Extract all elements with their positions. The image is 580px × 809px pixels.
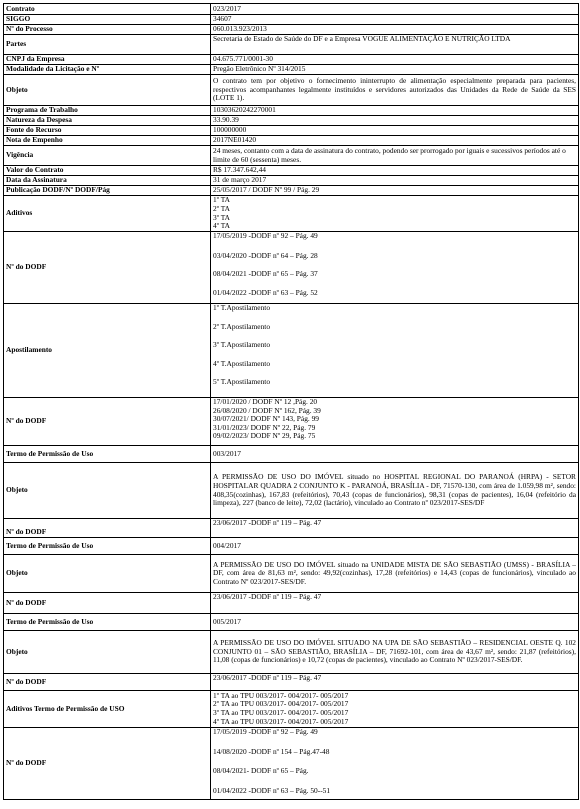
list-item: 30/07/2021/ DODF Nº 143, Pág. 99 bbox=[213, 414, 319, 424]
list-item: 01/04/2022 -DODF nº 63 – Pág. 52 bbox=[213, 287, 318, 297]
list-item: 17/05/2019 -DODF nº 92 – Pág. 49 bbox=[213, 727, 318, 736]
row-value: A PERMISSÃO DE USO DO IMÓVEL situado na UNIDADE MISTA DE SÃO SEBASTIÃO (UMSS) - BRASÍLIA – DF, com área de 81,63 m², sendo: 49,92(cozinhas), 17,28 (refeitórios) e 14,43 (copas de funcionários), vinculado ao Contrato Nº 023/2017-SES/DF. bbox=[211, 555, 579, 593]
list-item: 14/08/2020 -DODF nº 154 – Pág.47-48 bbox=[213, 746, 330, 756]
list-item: 1º TA bbox=[213, 195, 230, 205]
list-item: 03/04/2020 -DODF nº 64 – Pág. 28 bbox=[213, 250, 318, 260]
row-label: Modalidade da Licitação e Nº bbox=[4, 65, 211, 75]
row-label: Nº do DODF bbox=[4, 519, 211, 538]
dodf-aditivos-list bbox=[211, 232, 579, 304]
apostilamento-list bbox=[211, 304, 579, 398]
list-item: 3º TA bbox=[213, 212, 230, 222]
row-label: CNPJ da Empresa bbox=[4, 55, 211, 65]
list-item: 26/08/2020 / DODF Nº 162, Pág. 39 bbox=[213, 405, 321, 415]
list-item: 4º TA bbox=[213, 221, 230, 231]
row-label: Objeto bbox=[4, 555, 211, 593]
row-value: 023/2017 bbox=[211, 4, 579, 15]
row-value: 33.90.39 bbox=[211, 116, 579, 126]
row-value: 31 de março 2017 bbox=[211, 176, 579, 186]
row-label: Nº do DODF bbox=[4, 728, 211, 800]
row-label: Nº do Processo bbox=[4, 25, 211, 35]
contract-table bbox=[3, 3, 579, 800]
row-label: Termo de Permissão de Uso bbox=[4, 538, 211, 555]
row-label: Data da Assinatura bbox=[4, 176, 211, 186]
aditivos-list bbox=[211, 196, 579, 232]
row-label: Nº do DODF bbox=[4, 232, 211, 304]
row-label: Aditivos bbox=[4, 196, 211, 232]
row-label: Objeto bbox=[4, 631, 211, 674]
row-value: 10303620242270001 bbox=[211, 106, 579, 116]
row-label: Fonte do Recurso bbox=[4, 126, 211, 136]
row-value: 04.675.771/0001-30 bbox=[211, 55, 579, 65]
row-label: Contrato bbox=[4, 4, 211, 15]
row-label: Natureza da Despesa bbox=[4, 116, 211, 126]
row-value: 23/06/2017 -DODF nº 119 – Pág. 47 bbox=[211, 593, 579, 614]
row-value: 34607 bbox=[211, 15, 579, 25]
row-label: Nº do DODF bbox=[4, 674, 211, 691]
row-label: Termo de Permissão de Uso bbox=[4, 446, 211, 463]
row-value: Pregão Eletrônico Nº 314/2015 bbox=[211, 65, 579, 75]
row-value: R$ 17.347.642,44 bbox=[211, 166, 579, 176]
row-value: 24 meses, contanto com a data de assinatura do contrato, podendo ser prorrogado por iguais e sucessivos períodos até o limite de 60 (sessenta) meses. bbox=[211, 146, 579, 166]
row-label: Valor do Contrato bbox=[4, 166, 211, 176]
dodf-apostilamento-list bbox=[211, 398, 579, 446]
row-value: A PERMISSÃO DE USO DO IMÓVEL situado no HOSPITAL REGIONAL DO PARANOÁ (HRPA) - SETOR HOSPITALAR QUADRA 2 CONJUNTO K - PARANOÁ, BRASÍLIA - DF, 71570-130, com área de 1.059,98 m², sendo: 408,35(cozinhas), 167,83 (refeitórios), 70,43 (copas de funcionários), 98,31 (copas de pacientes), 16,04 (refeitório da limpeza), 227 (banco de leite), 72,02 (lactário), vinculado ao Contrato nº 023/2017-SES/DF bbox=[211, 463, 579, 519]
row-label: Publicação DODF/Nº DODF/Pág bbox=[4, 186, 211, 196]
list-item: 08/04/2021 -DODF nº 65 – Pág. 37 bbox=[213, 269, 318, 279]
list-item: 17/01/2020 / DODF Nº 12 ,Pág. 20 bbox=[213, 397, 318, 406]
row-value: O contrato tem por objetivo o fornecimento ininterrupto de alimentação especialmente preparada para pacientes, respectivos acompanhantes legalmente instituídos e servidores autorizados das Unidades da Rede de Saúde da SES (LOTE 1). bbox=[211, 75, 579, 106]
row-label: Apostilamento bbox=[4, 304, 211, 398]
row-value: 23/06/2017 -DODF nº 119 – Pág. 47 bbox=[211, 674, 579, 691]
row-label: Nº do DODF bbox=[4, 593, 211, 614]
row-label: Objeto bbox=[4, 463, 211, 519]
row-value: 100000000 bbox=[211, 126, 579, 136]
list-item: 01/04/2022 -DODF nº 63 – Pág. 50--51 bbox=[213, 785, 331, 795]
row-label: Vigência bbox=[4, 146, 211, 166]
dodf-aditivos-tpu-list bbox=[211, 728, 579, 800]
row-value: 003/2017 bbox=[211, 446, 579, 463]
list-item: 3º T.Apostilamento bbox=[213, 340, 271, 350]
row-value: 25/05/2017 / DODF Nº 99 / Pág. 29 bbox=[211, 186, 579, 196]
list-item: 1º TA ao TPU 003/2017- 004/2017- 005/2017 bbox=[213, 690, 349, 700]
row-value: Secretaria de Estado de Saúde do DF e a Empresa VOGUE ALIMENTAÇÃO E NUTRIÇÃO LTDA bbox=[211, 35, 579, 55]
row-value: 005/2017 bbox=[211, 614, 579, 631]
row-value: 004/2017 bbox=[211, 538, 579, 555]
list-item: 17/05/2019 -DODF nº 92 – Pág. 49 bbox=[213, 231, 318, 240]
list-item: 08/04/2021- DODF nº 65 – Pág. bbox=[213, 766, 309, 776]
row-label: Partes bbox=[4, 35, 211, 55]
row-label: Termo de Permissão de Uso bbox=[4, 614, 211, 631]
row-value: 2017NE01420 bbox=[211, 136, 579, 146]
row-label: Programa de Trabalho bbox=[4, 106, 211, 116]
row-value: 060.013.923/2013 bbox=[211, 25, 579, 35]
row-label: SIGGO bbox=[4, 15, 211, 25]
list-item: 5º T.Apostilamento bbox=[213, 377, 271, 387]
list-item: 2º TA bbox=[213, 203, 230, 213]
row-label: Objeto bbox=[4, 75, 211, 106]
list-item: 09/02/2023/ DODF Nº 29, Pág. 75 bbox=[213, 431, 316, 441]
list-item: 2º T.Apostilamento bbox=[213, 321, 271, 331]
list-item: 4º TA ao TPU 003/2017- 004/2017- 005/2017 bbox=[213, 716, 349, 726]
row-value: 23/06/2017 -DODF nº 119 – Pág. 47 bbox=[211, 519, 579, 538]
row-label: Aditivos Termo de Permissão de USO bbox=[4, 691, 211, 728]
aditivos-tpu-list bbox=[211, 691, 579, 728]
list-item: 4º T.Apostilamento bbox=[213, 358, 271, 368]
list-item: 31/01/2023/ DODF Nº 22, Pág. 79 bbox=[213, 422, 316, 432]
list-item: 3º TA ao TPU 003/2017- 004/2017- 005/2017 bbox=[213, 708, 349, 717]
row-value: A PERMISSÃO DE USO DO IMÓVEL SITUADO NA UPA DE SÃO SEBASTIÃO – RESIDENCIAL OESTE Q. 102 CONJUNTO 01 – SÃO SEBASTIÃO, BRASÍLIA – DF, 71692-101, com área de 43,67 m², sendo: 21,87 (refeitórios), 11,08 (copas de funcionários) e 10,72 (copas de pacientes), vinculado ao Contrato Nº 023/2017-SES/DF. bbox=[211, 631, 579, 674]
row-label: Nota de Empenho bbox=[4, 136, 211, 146]
list-item: 2º TA ao TPU 003/2017- 004/2017- 005/2017 bbox=[213, 699, 349, 709]
list-item: 1º T.Apostilamento bbox=[213, 303, 271, 312]
row-label: Nº do DODF bbox=[4, 398, 211, 446]
